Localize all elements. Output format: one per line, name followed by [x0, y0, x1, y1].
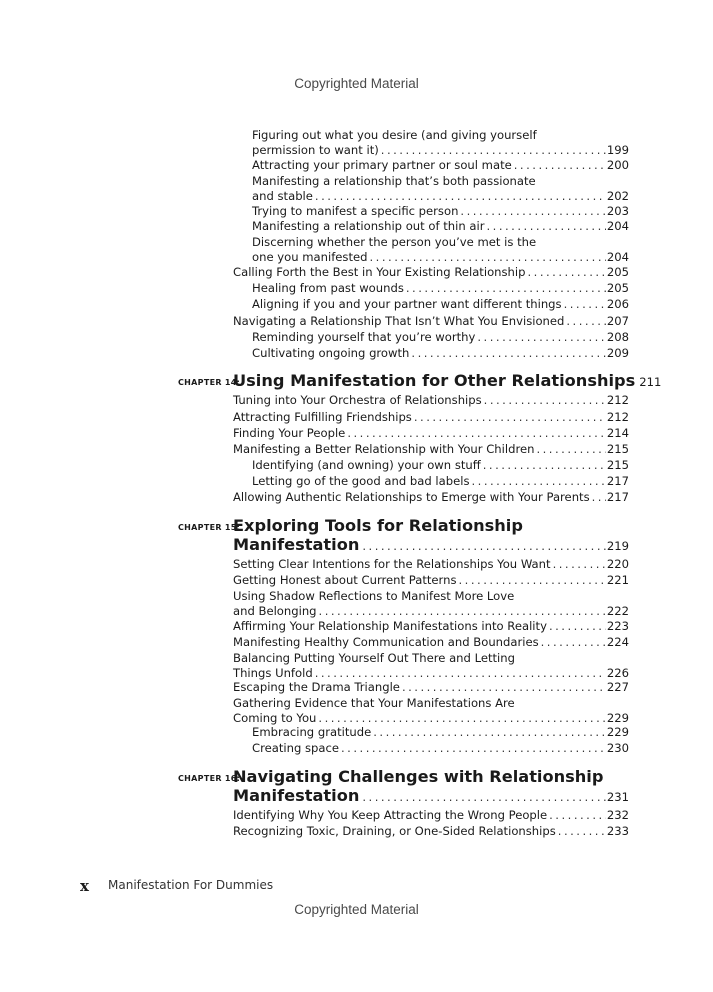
dot-leader	[347, 426, 606, 441]
page-number: 222	[606, 604, 629, 618]
page-number: 204	[606, 219, 629, 233]
toc-entry[interactable]	[252, 741, 629, 756]
dot-leader	[411, 346, 605, 361]
toc-entry[interactable]	[233, 557, 629, 572]
toc-entry-text: Manifesting a relationship that’s both passionate	[252, 174, 536, 188]
toc-entry-text: Gathering Evidence that Your Manifestations Are	[233, 696, 515, 710]
dot-leader	[459, 573, 606, 588]
chapter-label: CHAPTER 15:	[178, 523, 241, 532]
page-number: 232	[606, 808, 629, 822]
copyright-footer: Copyrighted Material	[294, 902, 419, 917]
page-number: 223	[606, 619, 629, 633]
toc-entry[interactable]	[233, 314, 629, 329]
dot-leader	[536, 442, 605, 457]
footer-page-number: x	[80, 877, 89, 895]
chapter-title: Manifestation	[233, 535, 360, 554]
toc-entry-text: Navigating a Relationship That Isn’t What You Envisioned	[233, 314, 565, 328]
dot-leader	[483, 458, 606, 473]
page-number: 212	[606, 393, 629, 407]
toc-entry[interactable]	[252, 204, 629, 219]
page-number: 231	[606, 790, 629, 804]
page-number: 217	[606, 490, 629, 504]
page-number: 215	[606, 458, 629, 472]
toc-entry-text: Getting Honest about Current Patterns	[233, 573, 457, 587]
chapter-label: CHAPTER 14:	[178, 378, 241, 387]
toc-entry-text: Attracting your primary partner or soul mate	[252, 158, 512, 172]
toc-entry-text: Discerning whether the person you’ve met is the	[252, 235, 537, 249]
toc-entry-text: Setting Clear Intentions for the Relationships You Want	[233, 557, 551, 571]
toc-entry[interactable]	[233, 490, 629, 505]
footer-book-title: Manifestation For Dummies	[108, 878, 274, 892]
toc-entry[interactable]	[252, 346, 629, 361]
toc-entry-text: Letting go of the good and bad labels	[252, 474, 470, 488]
toc-entry-text: one you manifested	[252, 250, 368, 264]
toc-entry[interactable]	[252, 725, 629, 740]
page-number: 219	[606, 539, 629, 553]
toc-entry[interactable]	[233, 808, 629, 823]
page-number: 214	[606, 426, 629, 440]
toc-entry-text: Coming to You	[233, 711, 317, 725]
page-number: 199	[606, 143, 629, 157]
toc-entry-text: Escaping the Drama Triangle	[233, 680, 400, 694]
dot-leader	[549, 619, 606, 634]
toc-entry-text: Figuring out what you desire (and giving yourself	[252, 128, 537, 142]
page-number: 200	[606, 158, 629, 172]
chapter-label: CHAPTER 16:	[178, 774, 241, 783]
toc-entry[interactable]	[233, 410, 629, 425]
toc-entry-text: Healing from past wounds	[252, 281, 404, 295]
toc-entry[interactable]	[233, 442, 629, 457]
page-number: 205	[606, 265, 629, 279]
toc-entry-text: Aligning if you and your partner want different things	[252, 297, 562, 311]
page-number: 230	[606, 741, 629, 755]
dot-leader	[553, 557, 606, 572]
toc-entry[interactable]	[252, 281, 629, 296]
page-number: 224	[606, 635, 629, 649]
toc-entry-text: and stable	[252, 189, 313, 203]
page-number: 206	[606, 297, 629, 311]
toc-entry-text: Things Unfold	[233, 666, 313, 680]
dot-leader	[315, 666, 606, 681]
toc-entry-text: Trying to manifest a specific person	[252, 204, 459, 218]
chapter-title: Exploring Tools for Relationship	[233, 516, 523, 535]
page-number: 209	[606, 346, 629, 360]
dot-leader	[362, 790, 606, 804]
toc-entry-text: Embracing gratitude	[252, 725, 372, 739]
toc-entry-text: Tuning into Your Orchestra of Relationships	[233, 393, 482, 407]
dot-leader	[471, 474, 605, 489]
chapter-heading[interactable]	[233, 516, 629, 554]
toc-entry[interactable]	[233, 426, 629, 441]
dot-leader	[549, 808, 606, 823]
dot-leader	[484, 393, 606, 408]
chapter-title: Navigating Challenges with Relationship	[233, 767, 604, 786]
dot-leader	[414, 410, 606, 425]
dot-leader	[362, 539, 606, 553]
toc-entry[interactable]	[233, 696, 629, 726]
toc-entry[interactable]	[252, 330, 629, 345]
toc-entry[interactable]	[252, 158, 629, 173]
page-number: 204	[606, 250, 629, 264]
page-number: 227	[606, 680, 629, 694]
dot-leader	[381, 143, 606, 158]
dot-leader	[541, 635, 606, 650]
toc-entry[interactable]	[233, 680, 629, 695]
toc-entry-text: Attracting Fulfilling Friendships	[233, 410, 412, 424]
toc-entry[interactable]	[233, 824, 629, 839]
toc-entry[interactable]	[252, 128, 629, 158]
toc-entry-text: Cultivating ongoing growth	[252, 346, 410, 360]
toc-entry[interactable]	[252, 174, 629, 204]
dot-leader	[564, 297, 606, 312]
toc-entry-text: Recognizing Toxic, Draining, or One-Sided Relationships	[233, 824, 556, 838]
page-number: 205	[606, 281, 629, 295]
page-number: 233	[606, 824, 629, 838]
page-number: 217	[606, 474, 629, 488]
dot-leader	[341, 741, 606, 756]
page-number: 202	[606, 189, 629, 203]
toc-entry[interactable]	[252, 474, 629, 489]
page-number: 229	[606, 711, 629, 725]
dot-leader	[592, 490, 606, 505]
dot-leader	[566, 314, 605, 329]
dot-leader	[477, 330, 605, 345]
toc-entry-text: Reminding yourself that you’re worthy	[252, 330, 476, 344]
page-number: 207	[606, 314, 629, 328]
dot-leader	[514, 158, 606, 173]
page-number: 229	[606, 725, 629, 739]
chapter-title: Using Manifestation for Other Relationships	[233, 371, 636, 390]
toc-entry-text: permission to want it)	[252, 143, 379, 157]
toc-entry[interactable]	[252, 458, 629, 473]
toc-entry-text: Affirming Your Relationship Manifestations into Reality	[233, 619, 547, 633]
page-number: 208	[606, 330, 629, 344]
dot-leader	[373, 725, 606, 740]
toc-entry[interactable]	[252, 219, 629, 234]
dot-leader	[319, 604, 606, 619]
page-number: 212	[606, 410, 629, 424]
toc-entry-text: Calling Forth the Best in Your Existing Relationship	[233, 265, 526, 279]
toc-entry-text: Allowing Authentic Relationships to Emerge with Your Parents	[233, 490, 590, 504]
dot-leader	[318, 711, 605, 726]
toc-entry-text: Using Shadow Reflections to Manifest More Love	[233, 589, 515, 603]
toc-entry-text: Manifesting Healthy Communication and Boundaries	[233, 635, 539, 649]
toc-entry[interactable]	[233, 619, 629, 634]
toc-entry[interactable]	[233, 651, 629, 681]
dot-leader	[370, 250, 606, 265]
toc-entry[interactable]	[233, 393, 629, 408]
toc-entry[interactable]	[252, 235, 629, 265]
chapter-heading[interactable]	[233, 767, 629, 805]
toc-entry-text: Balancing Putting Yourself Out There and Letting	[233, 651, 515, 665]
dot-leader	[406, 281, 606, 296]
toc-entry[interactable]	[233, 265, 629, 280]
toc-entry-text: Creating space	[252, 741, 340, 755]
toc-entry[interactable]	[233, 589, 629, 619]
page-number: 203	[606, 204, 629, 218]
copyright-header: Copyrighted Material	[294, 76, 419, 91]
toc-entry-text: Identifying (and owning) your own stuff	[252, 458, 481, 472]
page-number: 220	[606, 557, 629, 571]
page-number: 221	[606, 573, 629, 587]
chapter-heading[interactable]	[233, 371, 662, 390]
toc-entry[interactable]	[233, 573, 629, 588]
toc-entry[interactable]	[252, 297, 629, 312]
chapter-title: Manifestation	[233, 786, 360, 805]
toc-entry-text: Manifesting a relationship out of thin air	[252, 219, 485, 233]
dot-leader	[402, 680, 606, 695]
dot-leader	[460, 204, 605, 219]
toc-entry-text: Finding Your People	[233, 426, 346, 440]
page-number: 226	[606, 666, 629, 680]
toc-entry-text: and Belonging	[233, 604, 317, 618]
page-number: 211	[639, 375, 662, 389]
dot-leader	[558, 824, 606, 839]
toc-entry-text: Manifesting a Better Relationship with Your Children	[233, 442, 535, 456]
dot-leader	[315, 189, 606, 204]
toc-entry[interactable]	[233, 635, 629, 650]
toc-entry-text: Identifying Why You Keep Attracting the Wrong People	[233, 808, 548, 822]
dot-leader	[487, 219, 606, 234]
dot-leader	[528, 265, 606, 280]
page-number: 215	[606, 442, 629, 456]
